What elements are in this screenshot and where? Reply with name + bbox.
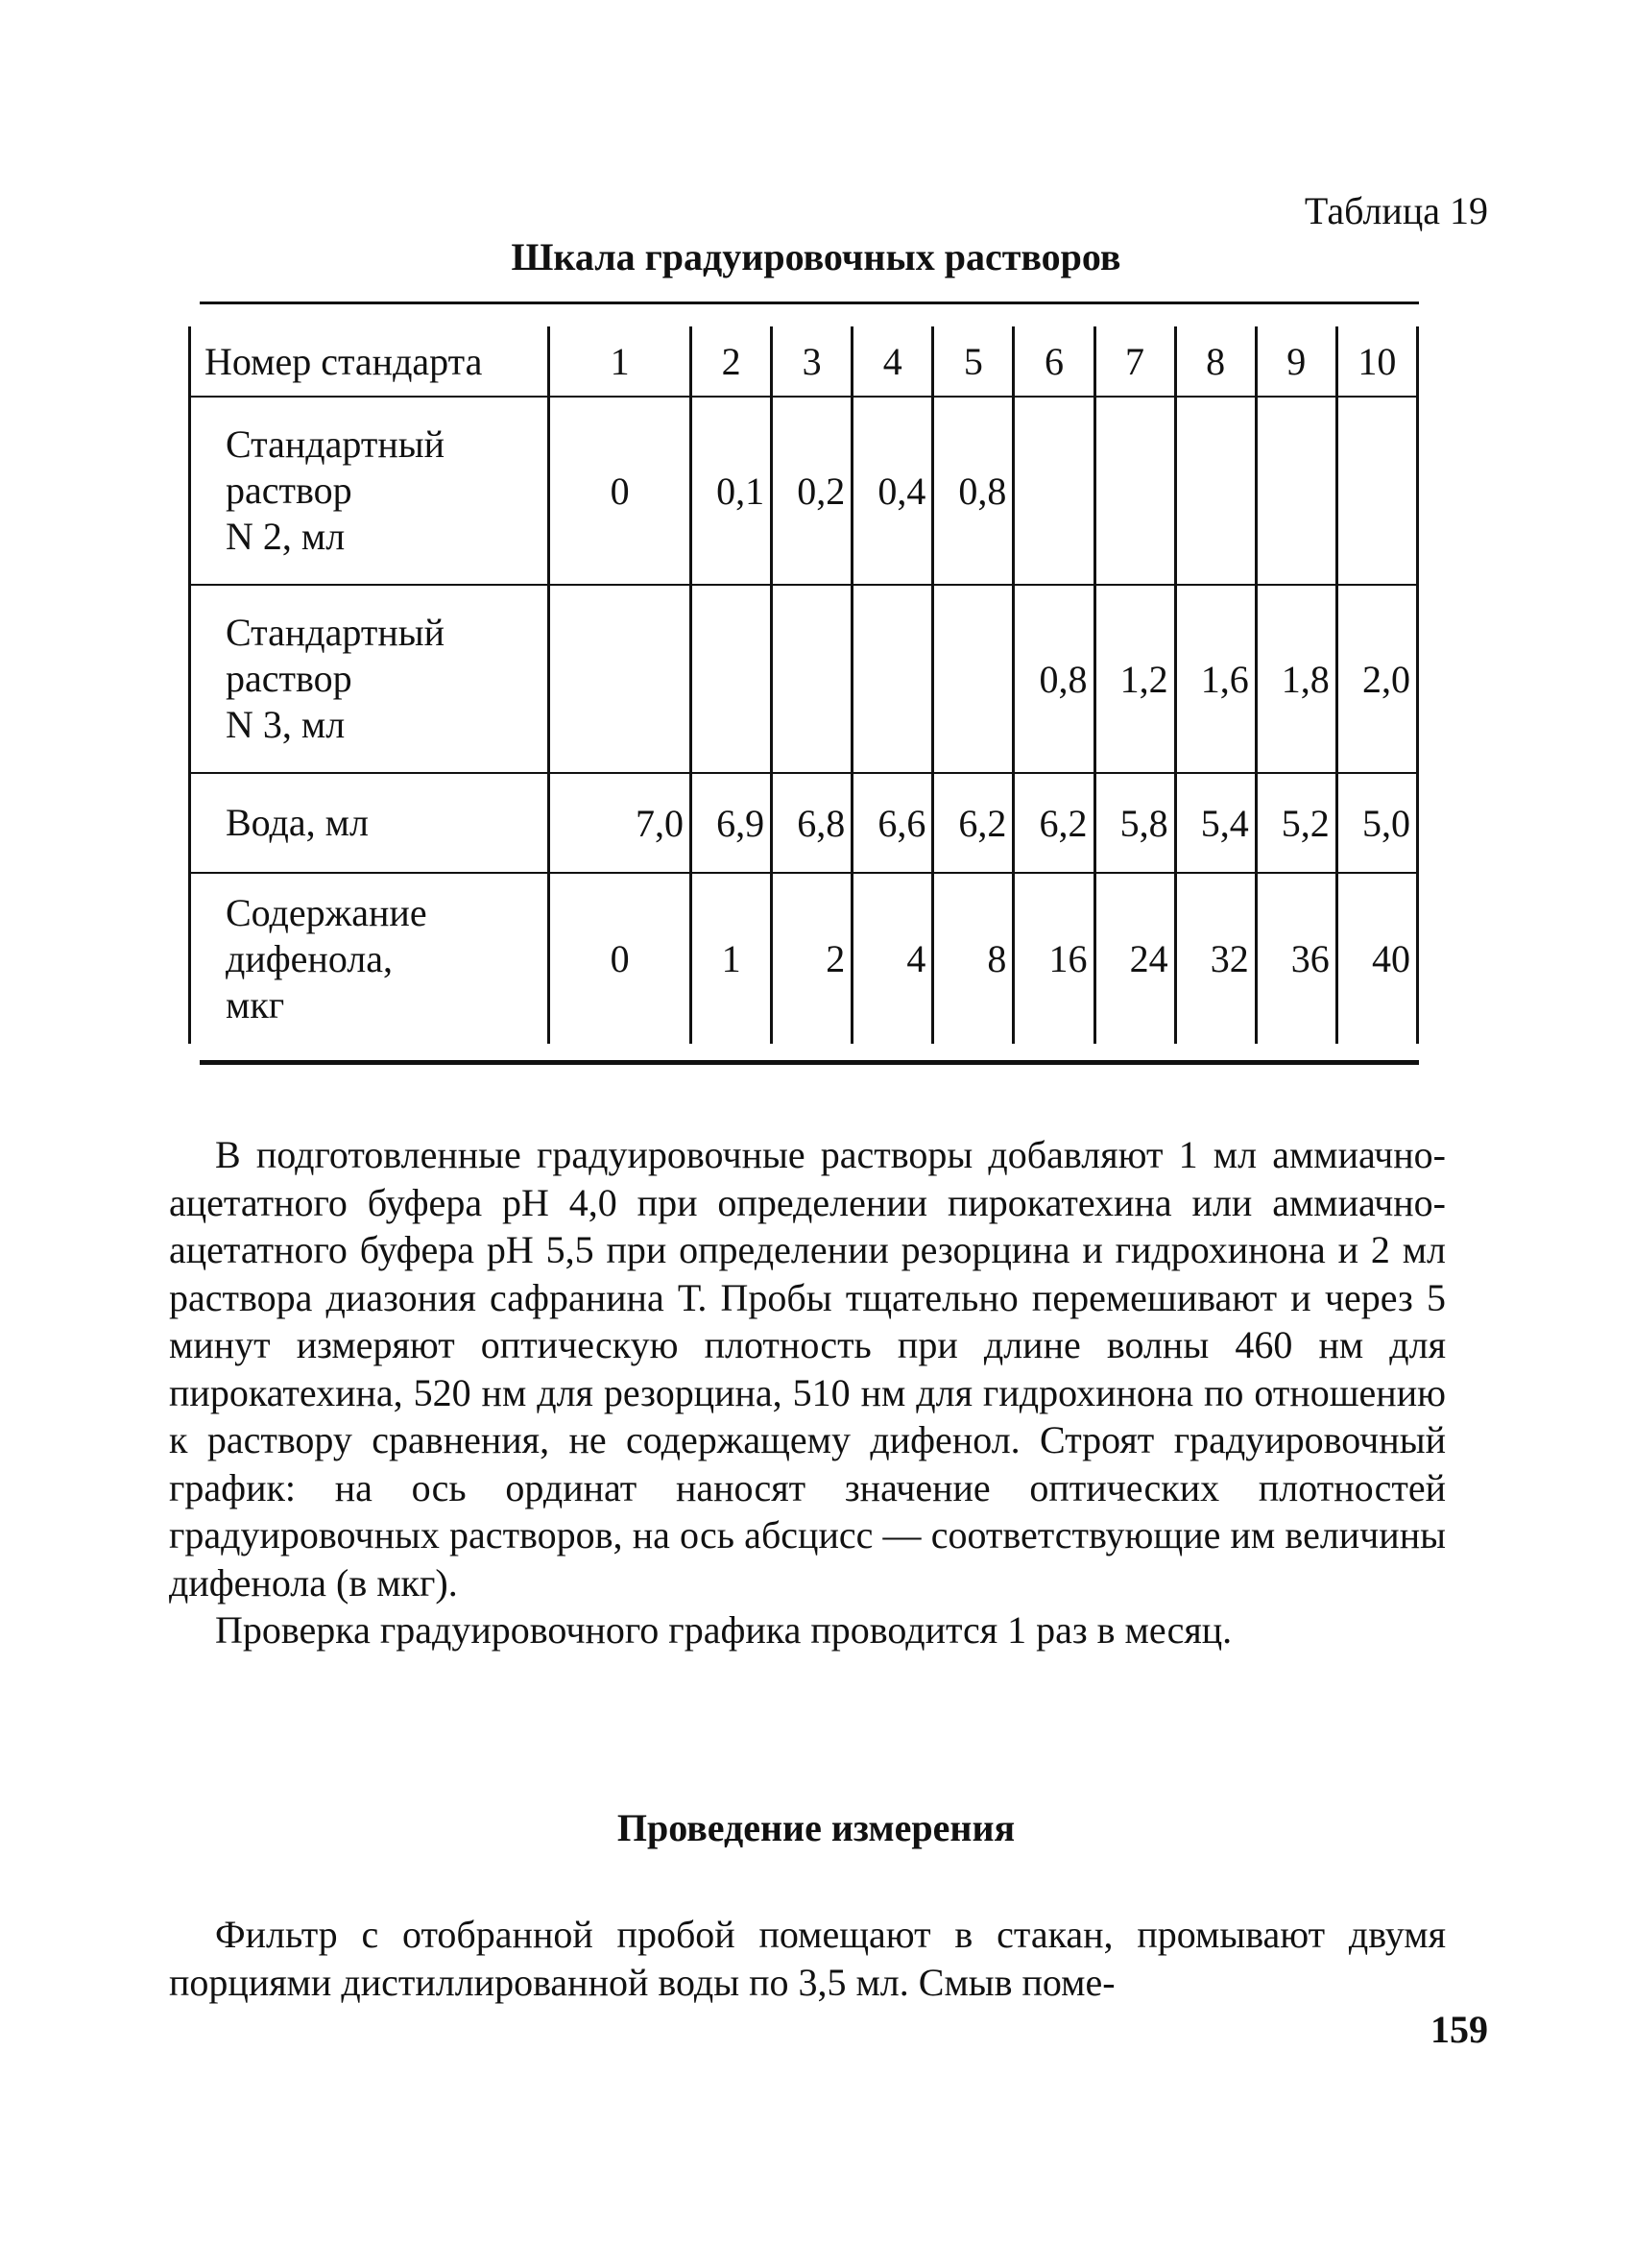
paragraph: Фильтр с отобранной пробой помещают в стакан, промывают двумя порциями дистиллированной воды по 3,5 мл. Смыв поме-	[169, 1913, 1446, 2004]
row-label-line: дифенола,	[226, 936, 394, 980]
table-cell: 40	[1336, 873, 1417, 1044]
table-top-rule	[200, 302, 1419, 304]
row-label-line: Содержание	[226, 890, 427, 934]
table-cell: 0,8	[933, 397, 1014, 585]
table-cell: 2,0	[1336, 585, 1417, 773]
table-cell: 32	[1175, 873, 1256, 1044]
page-number: 159	[1430, 2008, 1488, 2051]
table-cell: 4	[853, 873, 933, 1044]
table-cell: 0	[549, 397, 691, 585]
table-row	[190, 585, 1418, 773]
table-cell	[549, 585, 691, 773]
table-cell: 16	[1014, 873, 1094, 1044]
table-cell: 1,6	[1175, 585, 1256, 773]
paragraph: В подготовленные градуировочные растворы добавляют 1 мл аммиачно-ацетатного буфера рН 4,0 при определении пирокатехина или аммиачно-ацетатного буфера рН 5,5 при определении резорцина и гидрохинона и 2 мл раствора диазония сафранина Т. Пробы тщательно перемешивают и через 5 минут измеряют оптическую плотность при длине волны 460 нм для пирокатехина, 520 нм для резорцина, 510 нм для гидрохинона по отношению к раствору сравнения, не содержащему дифенол. Строят градуировочный график: на ось ординат наносят значение оптических плотностей градуировочных растворов, на ось абсцисс — соответствующие им величины дифенола (в мкг).	[169, 1133, 1446, 1604]
table-title: Шкала градуировочных растворов	[511, 235, 1121, 278]
table-cell: 1	[691, 873, 772, 1044]
row-label	[190, 773, 549, 873]
table-cell: 0,1	[691, 397, 772, 585]
row-label-line: N 2, мл	[226, 515, 346, 558]
table-cell: 2	[772, 873, 853, 1044]
header-standard: 4	[853, 326, 933, 397]
table-cell: 5,0	[1336, 773, 1417, 873]
row-label	[190, 397, 549, 585]
table-cell: 6,6	[853, 773, 933, 873]
table-cell: 6,2	[933, 773, 1014, 873]
header-standard: 9	[1256, 326, 1336, 397]
table-number: Таблица 19	[1304, 189, 1488, 232]
row-label-line: Стандартный	[226, 422, 445, 466]
table-row	[190, 873, 1418, 1044]
paragraph: Проверка градуировочного графика проводится 1 раз в месяц.	[215, 1608, 1233, 1652]
header-standard: 5	[933, 326, 1014, 397]
row-label	[190, 585, 549, 773]
row-label	[190, 873, 549, 1044]
table-cell: 6,2	[1014, 773, 1094, 873]
table-cell	[1014, 397, 1094, 585]
row-label-line: раствор	[226, 469, 352, 512]
table-row	[190, 397, 1418, 585]
table-cell: 7,0	[549, 773, 691, 873]
table-cell: 5,8	[1094, 773, 1175, 873]
table-bottom-rule	[200, 1060, 1419, 1065]
calibration-table	[188, 326, 1419, 1044]
row-label-line: мкг	[226, 982, 285, 1026]
table-cell	[772, 585, 853, 773]
header-label: Номер стандарта	[190, 326, 549, 397]
table-cell: 24	[1094, 873, 1175, 1044]
header-standard: 2	[691, 326, 772, 397]
table-row	[190, 773, 1418, 873]
header-standard: 1	[549, 326, 691, 397]
table-cell: 0	[549, 873, 691, 1044]
table-cell: 6,8	[772, 773, 853, 873]
table-cell	[1175, 397, 1256, 585]
table-cell	[1256, 397, 1336, 585]
table-cell	[1094, 397, 1175, 585]
table-cell: 0,8	[1014, 585, 1094, 773]
header-standard: 8	[1175, 326, 1256, 397]
table-cell: 5,4	[1175, 773, 1256, 873]
table-cell: 1,8	[1256, 585, 1336, 773]
row-label-line: N 3, мл	[226, 703, 346, 746]
row-label-line: Вода, мл	[226, 801, 369, 844]
table-cell	[1336, 397, 1417, 585]
row-label-line: раствор	[226, 657, 352, 700]
table-cell	[853, 585, 933, 773]
table-cell: 1,2	[1094, 585, 1175, 773]
table-cell: 5,2	[1256, 773, 1336, 873]
table-cell: 36	[1256, 873, 1336, 1044]
header-standard: 10	[1336, 326, 1417, 397]
header-standard: 3	[772, 326, 853, 397]
header-standard: 6	[1014, 326, 1094, 397]
body-text	[169, 1131, 1446, 1654]
table-cell: 0,4	[853, 397, 933, 585]
table-cell: 0,2	[772, 397, 853, 585]
table-header-row	[190, 326, 1418, 397]
table-cell	[933, 585, 1014, 773]
row-label-line: Стандартный	[226, 611, 445, 654]
header-standard: 7	[1094, 326, 1175, 397]
table-cell: 8	[933, 873, 1014, 1044]
table-cell	[691, 585, 772, 773]
table-cell: 6,9	[691, 773, 772, 873]
section-heading: Проведение измерения	[616, 1806, 1016, 1849]
